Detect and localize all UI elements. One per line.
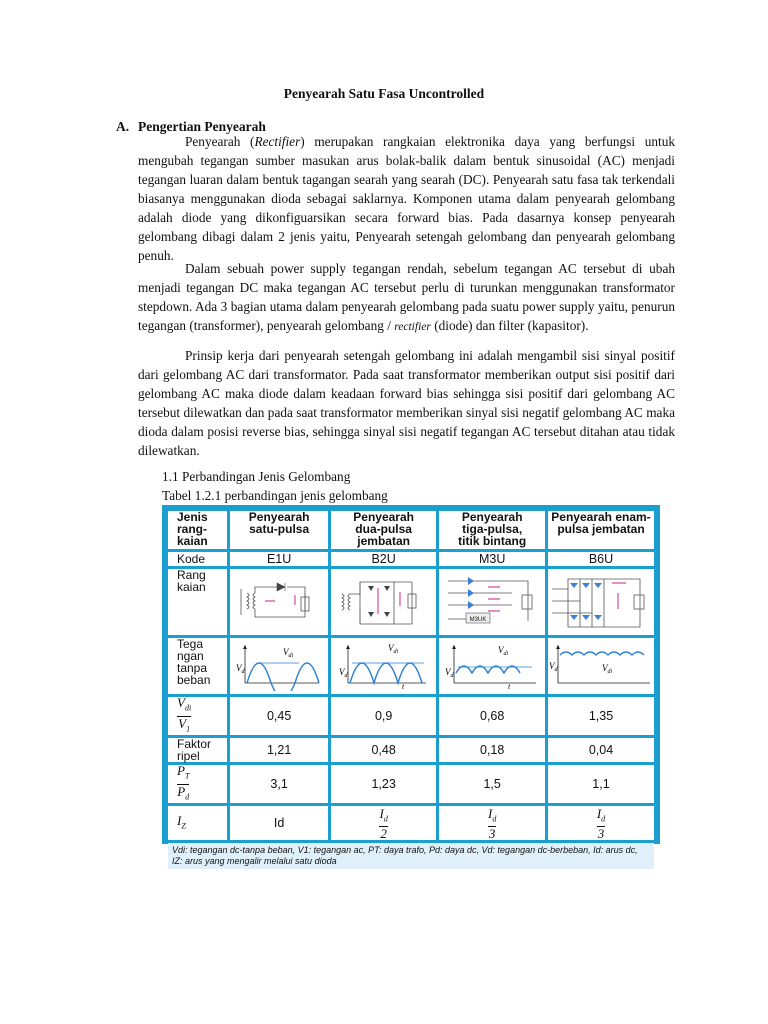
faktor-ripel-cell: 0,18: [439, 738, 545, 762]
frac-num: [177, 765, 189, 783]
label-line: Rang: [177, 568, 206, 582]
m3uk-label: M3UK: [469, 617, 487, 623]
frac-sym: I: [596, 805, 602, 821]
header-satu-pulsa: [230, 511, 328, 549]
rectifier-term-2: rectifier: [394, 321, 431, 333]
table-row-faktor-ripel: [168, 738, 654, 762]
frac-sub: T: [184, 771, 190, 781]
kode-cell: M3U: [439, 552, 545, 566]
vdi-sub: di: [503, 651, 509, 657]
pt-pd-cell: 3,1: [230, 765, 328, 803]
document-title: Penyearah Satu Fasa Uncontrolled: [283, 86, 485, 101]
header-row-label: [168, 511, 227, 549]
frac-sym: I: [488, 805, 493, 821]
waveform-b6u: [548, 638, 654, 694]
label-line: beban: [177, 673, 211, 687]
table-row-kode: [168, 552, 654, 566]
vd-label: [549, 661, 559, 673]
vd-sub: d: [450, 673, 454, 679]
vd-sub: d: [554, 667, 558, 673]
rectifier-term: Rectifier: [254, 134, 301, 149]
frac-sub: d: [383, 814, 388, 824]
pt-pd-fraction: [177, 765, 189, 803]
frac-den: 3: [488, 826, 496, 842]
frac-sym: I: [379, 805, 384, 821]
header-line: pulsa jembatan: [557, 522, 645, 536]
circuit-e1u: [230, 569, 328, 635]
iz-cell: [548, 806, 654, 840]
frac-num: [177, 697, 191, 715]
label-line: tanpa: [177, 661, 208, 675]
label-line: Tega: [177, 637, 204, 651]
faktor-ripel-cell: 0,04: [548, 738, 654, 762]
frac-num: [596, 805, 606, 826]
kode-label: Kode: [168, 552, 227, 566]
waveform-b6u-plot: [548, 641, 654, 691]
frac-den: 2: [380, 826, 387, 842]
label-line: kaian: [177, 580, 206, 594]
p1-text-b: ) merupakan rangkaian elektronika daya yang berfungsi untuk mengubah tegangan sumber masukan arus bolak-balik dalam bentuk sinusoidal (AC) menjadi tegangan luaran dalam bentuk tagangan searah yang searah (DC). Penyearah satu fasa tak terkendali biasanya menggunakan dioda sebagai saklarnya. Komponen utama dalam penyearah gelombang adalah diode yang dikonfiguarsikan secara forward bias. Pada dasarnya konsep penyearah gelombang dibagi dalam 2 jenis yaitu, Penyearah setengah gelombang dan penyearah gelombang penuh.: [138, 134, 675, 263]
vdi-label: [388, 643, 399, 655]
vdi-sub: di: [393, 649, 398, 655]
header-line: Penyearah: [353, 510, 414, 524]
paragraph-3: [138, 346, 675, 460]
faktor-ripel-cell: 1,21: [230, 738, 328, 762]
vdi-label: [498, 645, 509, 657]
frac-sym: V: [177, 695, 185, 710]
subsection-title: Perbandingan Jenis Gelombang: [181, 469, 351, 484]
frac-num: [488, 805, 497, 826]
vdi-symbol: V: [283, 647, 289, 657]
header-line: Penyearah enam-: [551, 510, 651, 524]
paragraph-2: [138, 259, 675, 337]
pt-pd-cell: 1,1: [548, 765, 654, 803]
waveform-b2u: [331, 638, 436, 694]
vdi-v1-cell: 0,45: [230, 697, 328, 735]
vdi-v1-cell: 0,68: [439, 697, 545, 735]
vd-symbol: V: [236, 663, 242, 673]
table-footnote: Vdi: tegangan dc-tanpa beban, V1: tegangan ac, PT: daya trafo, Pd: daya dc, Vd: tegangan dc-berbeban, Id: arus dc, IZ: arus yang mengalir melalui satu dioda: [168, 843, 654, 869]
p3-text: Prinsip kerja dari penyearah setengah gelombang ini adalah mengambil sisi sinyal positif dari gelombang AC dari transformator. Pada saat transformator memberikan output sisi positif dari gelombang AC maka diode dalam keadaan forward bias sehingga sisi positif dari gelombang AC tersebut dilewatkan dan pada saat transformator memberikan sinyal sisi negatif gelombang AC maka dioda dalam posisi reverse bias, sehingga sinyal sisi negatif tegangan AC tersebut ditahan atau tidak dilewatkan.: [138, 348, 675, 458]
iz-fraction: [379, 805, 388, 842]
table-caption: Tabel 1.2.1 perbandingan jenis gelombang: [162, 488, 388, 503]
waveform-b2u-plot: [338, 641, 430, 691]
header-line: kaian: [177, 534, 208, 548]
paragraph-1: [138, 132, 675, 265]
table-row-note: [168, 843, 654, 869]
p1-text-a: Penyearah (: [185, 134, 255, 149]
iz-cell: [331, 806, 436, 840]
faktor-ripel-cell: 0,48: [331, 738, 436, 762]
vdi-label: [283, 647, 294, 659]
vdi-v1-cell: 1,35: [548, 697, 654, 735]
t-label: t: [401, 682, 404, 691]
vdi-v1-label: [168, 697, 227, 735]
header-line: dua-pulsa: [355, 522, 412, 536]
p2-text-a: Dalam sebuah power supply tegangan rendah, sebelum tegangan AC tersebut di ubah menjadi tegangan DC maka tegangan AC tersebut perlu di turunkan menggunakan transformator stepdown. Ada 3 bagian utama dalam penyearah gelombang pada suatu power supply yaitu, penurun tegangan (transformer), penyearah gelombang /: [138, 261, 675, 333]
header-line: jembatan: [357, 534, 410, 548]
faktor-ripel-label: [168, 738, 227, 762]
circuit-b2u-diagram: [338, 574, 430, 630]
table-row-tegangan: [168, 638, 654, 694]
rangkaian-label: [168, 569, 227, 635]
vd-symbol: V: [549, 661, 555, 671]
label-line: ngan: [177, 649, 204, 663]
iz-symbol: [177, 812, 186, 831]
circuit-b2u: [331, 569, 436, 635]
frac-sym: P: [177, 763, 185, 779]
vd-sub: d: [344, 673, 348, 679]
header-dua-pulsa: [331, 511, 436, 549]
circuit-b6u-diagram: [548, 573, 654, 631]
iz-label: [168, 806, 227, 840]
vdi-sub: di: [288, 653, 294, 659]
vdi-symbol: V: [498, 645, 504, 655]
vd-sub: d: [241, 669, 245, 675]
vdi-symbol: V: [602, 663, 608, 673]
vd-label: [236, 663, 246, 675]
table-row-vdi-v1: [168, 697, 654, 735]
p2-text-b: (diode) dan filter (kapasitor).: [434, 318, 589, 333]
vd-symbol: V: [338, 667, 345, 677]
kode-cell: B2U: [331, 552, 436, 566]
frac-sub: d: [185, 792, 190, 802]
pt-pd-cell: 1,23: [331, 765, 436, 803]
tegangan-label: [168, 638, 227, 694]
frac-den: [177, 783, 190, 804]
waveform-e1u-plot: [235, 641, 323, 691]
label-line: Faktor: [177, 737, 212, 752]
frac-sub: di: [184, 703, 192, 713]
t-label: t: [508, 682, 511, 691]
vd-symbol: V: [445, 667, 451, 677]
header-line: tiga-pulsa,: [462, 522, 523, 536]
header-line: Penyearah: [248, 510, 310, 524]
frac-sub: d: [601, 814, 606, 824]
vd-label: [445, 667, 455, 679]
table-row-rangkaian: [168, 569, 654, 635]
frac-sub: 1: [186, 724, 191, 734]
iz-fraction: [596, 805, 606, 842]
vd-label: [339, 667, 349, 679]
vdi-v1-cell: 0,9: [331, 697, 436, 735]
header-line: Penyearah: [461, 510, 523, 524]
header-tiga-pulsa: [439, 511, 545, 549]
frac-num: [379, 805, 388, 826]
table-header-row: [168, 511, 654, 549]
header-enam-pulsa: [548, 511, 654, 549]
circuit-e1u-diagram: [235, 575, 323, 629]
header-line: rang-: [177, 522, 207, 536]
frac-den: 3: [597, 826, 605, 842]
iz-cell: Id: [230, 806, 328, 840]
label-line: ripel: [177, 749, 200, 764]
subsection-number: 1.1: [162, 469, 179, 484]
kode-cell: E1U: [230, 552, 328, 566]
vdi-sub: di: [607, 669, 613, 675]
pt-pd-label: [168, 765, 227, 803]
header-line: titik bintang: [458, 534, 527, 548]
iz-letter: I: [177, 812, 182, 828]
vdi-symbol: V: [387, 643, 394, 653]
circuit-m3u-diagram: [444, 573, 540, 631]
vdi-label: [602, 663, 613, 675]
vdi-v1-fraction: [177, 697, 191, 735]
section-letter: A.: [116, 119, 130, 134]
table-row-iz: [168, 806, 654, 840]
frac-sym: V: [178, 715, 187, 731]
frac-sym: P: [177, 783, 186, 799]
frac-sub: d: [492, 814, 497, 824]
pt-pd-cell: 1,5: [439, 765, 545, 803]
circuit-m3u: [439, 569, 545, 635]
header-line: satu-pulsa: [249, 522, 310, 536]
iz-sub: Z: [181, 821, 186, 831]
kode-cell: B6U: [548, 552, 654, 566]
comparison-table: [162, 505, 660, 867]
iz-fraction: [488, 805, 497, 842]
header-line: Jenis: [177, 510, 208, 524]
waveform-m3u: [439, 638, 545, 694]
iz-cell: [439, 806, 545, 840]
waveform-e1u: [230, 638, 328, 694]
circuit-b6u: [548, 569, 654, 635]
frac-den: [178, 715, 191, 736]
waveform-m3u-plot: [444, 641, 540, 691]
subsection-heading: [162, 469, 350, 485]
table-row-pt-pd: [168, 765, 654, 803]
section-title: Pengertian Penyearah: [138, 119, 266, 134]
